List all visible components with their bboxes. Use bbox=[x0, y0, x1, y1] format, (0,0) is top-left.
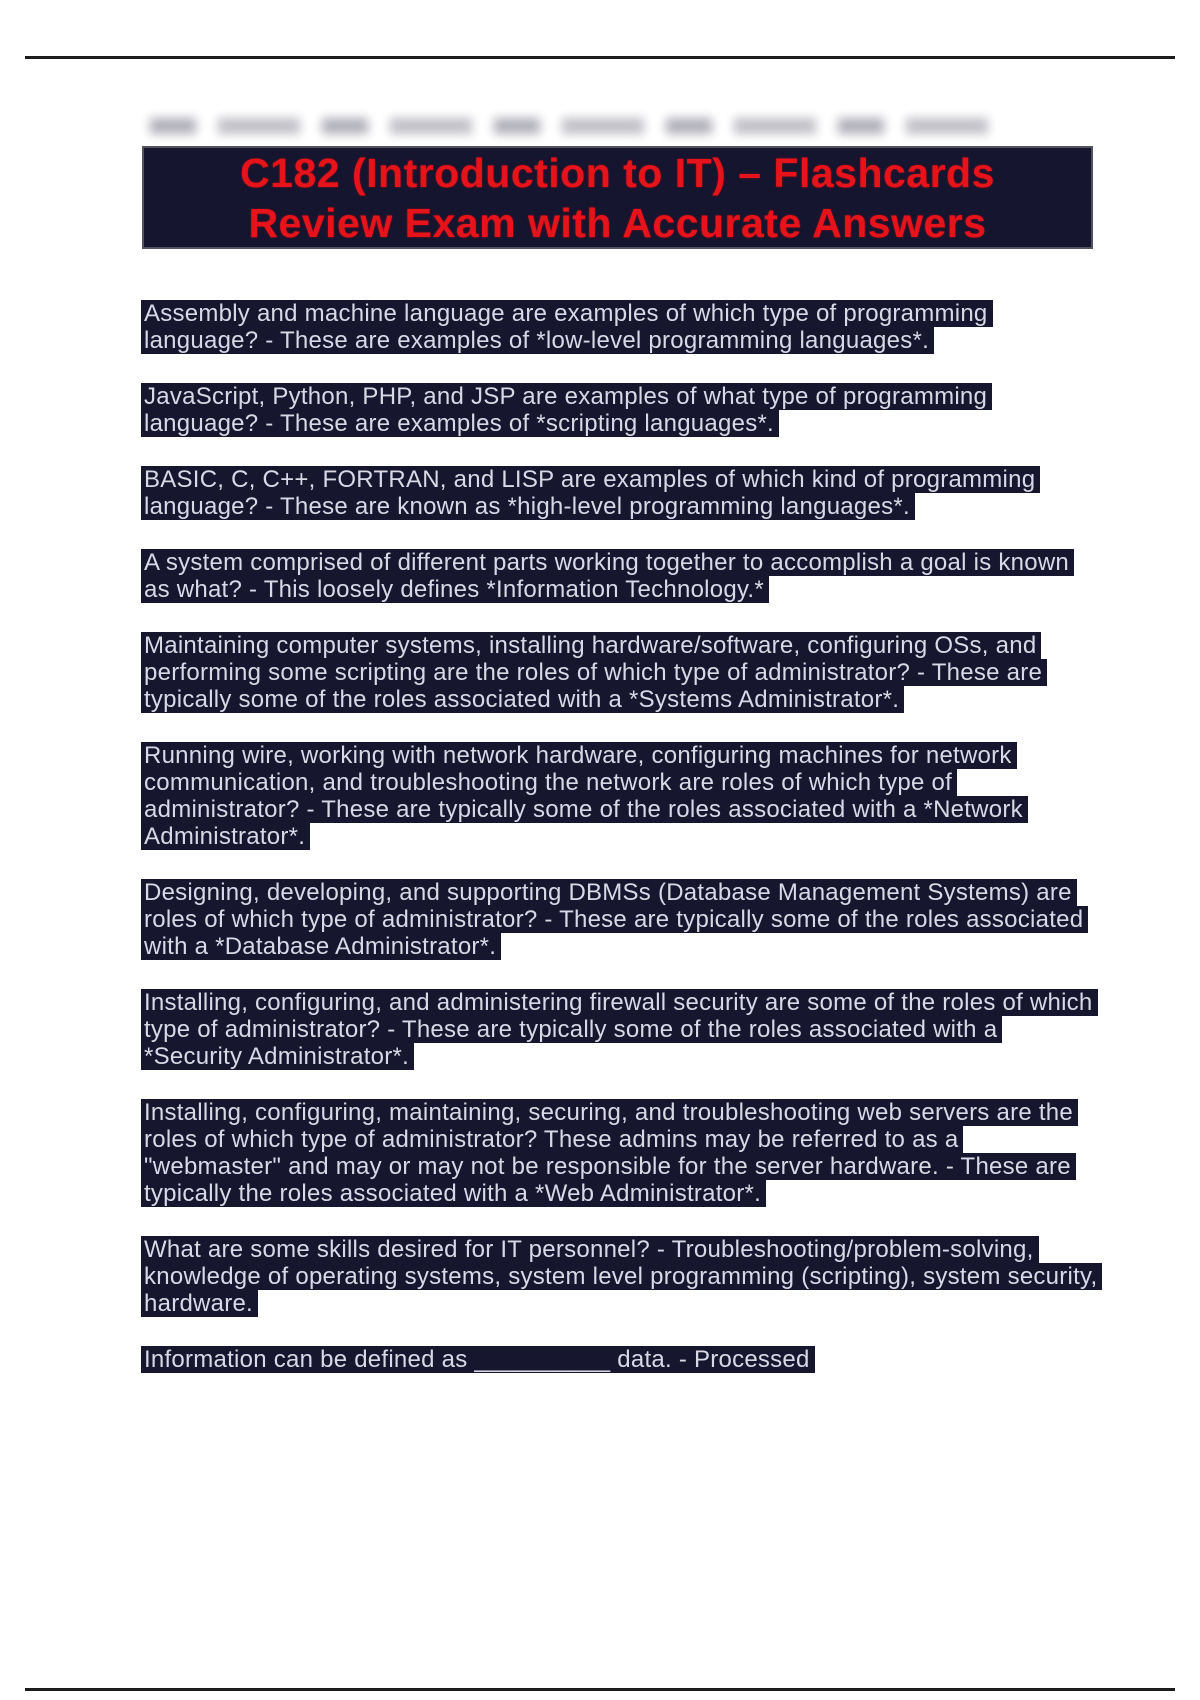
flashcard-line bbox=[141, 493, 1141, 520]
flashcard-line bbox=[141, 1043, 1141, 1070]
flashcard-paragraph bbox=[141, 879, 1141, 960]
flashcard-paragraph bbox=[141, 989, 1141, 1070]
flashcard-line bbox=[141, 300, 1141, 327]
flashcard-line-text: A system comprised of different parts working together to accomplish a goal is known bbox=[141, 549, 1074, 576]
flashcard-line-text: *Security Administrator*. bbox=[141, 1043, 414, 1070]
flashcard-line bbox=[141, 410, 1141, 437]
flashcard-line-text: performing some scripting are the roles of which type of administrator? - These are bbox=[141, 659, 1047, 686]
flashcard-line bbox=[141, 466, 1141, 493]
flashcard-line-text: Designing, developing, and supporting DBMSs (Database Management Systems) are bbox=[141, 879, 1077, 906]
flashcard-line-text: "webmaster" and may or may not be responsible for the server hardware. - These are bbox=[141, 1153, 1076, 1180]
flashcard-paragraph bbox=[141, 466, 1141, 520]
flashcard-line-text: language? - These are known as *high-level programming languages*. bbox=[141, 493, 915, 520]
flashcard-line bbox=[141, 1236, 1141, 1263]
page-title-line-2: Review Exam with Accurate Answers bbox=[248, 199, 987, 246]
flashcard-line bbox=[141, 796, 1141, 823]
flashcards-list bbox=[141, 300, 1141, 1402]
flashcard-line-text: administrator? - These are typically some of the roles associated with a *Network bbox=[141, 796, 1028, 823]
flashcard-line-text: language? - These are examples of *scripting languages*. bbox=[141, 410, 779, 437]
flashcard-line-text: Running wire, working with network hardware, configuring machines for network bbox=[141, 742, 1017, 769]
flashcard-line bbox=[141, 989, 1141, 1016]
flashcard-line bbox=[141, 1016, 1141, 1043]
flashcard-line-text: communication, and troubleshooting the network are roles of which type of bbox=[141, 769, 957, 796]
flashcard-paragraph bbox=[141, 632, 1141, 713]
flashcard-line-text: Installing, configuring, and administering firewall security are some of the roles of which bbox=[141, 989, 1098, 1016]
flashcard-line-text: Administrator*. bbox=[141, 823, 310, 850]
flashcard-paragraph bbox=[141, 1346, 1141, 1373]
flashcard-paragraph bbox=[141, 742, 1141, 850]
flashcard-line-text: Information can be defined as __________ data. - Processed bbox=[141, 1346, 815, 1373]
flashcard-line bbox=[141, 1290, 1141, 1317]
flashcard-line-text: roles of which type of administrator? - These are typically some of the roles associated bbox=[141, 906, 1088, 933]
flashcard-line-text: hardware. bbox=[141, 1290, 258, 1317]
bottom-rule bbox=[25, 1688, 1175, 1691]
flashcard-line-text: BASIC, C, C++, FORTRAN, and LISP are examples of which kind of programming bbox=[141, 466, 1040, 493]
flashcard-line bbox=[141, 576, 1141, 603]
flashcard-line-text: type of administrator? - These are typically some of the roles associated with a bbox=[141, 1016, 1002, 1043]
flashcard-line-text: What are some skills desired for IT personnel? - Troubleshooting/problem-solving, bbox=[141, 1236, 1039, 1263]
flashcard-paragraph bbox=[141, 549, 1141, 603]
flashcard-line-text: typically some of the roles associated with a *Systems Administrator*. bbox=[141, 686, 904, 713]
flashcard-line bbox=[141, 1153, 1141, 1180]
flashcard-line bbox=[141, 1099, 1141, 1126]
flashcard-paragraph bbox=[141, 1099, 1141, 1207]
flashcard-line bbox=[141, 742, 1141, 769]
flashcard-line bbox=[141, 632, 1141, 659]
flashcard-line bbox=[141, 327, 1141, 354]
flashcard-line bbox=[141, 1126, 1141, 1153]
title-banner bbox=[142, 146, 1093, 249]
flashcard-line bbox=[141, 1180, 1141, 1207]
flashcard-line bbox=[141, 823, 1141, 850]
top-rule bbox=[25, 56, 1175, 59]
flashcard-paragraph bbox=[141, 1236, 1141, 1317]
flashcard-line bbox=[141, 933, 1141, 960]
flashcard-line-text: knowledge of operating systems, system level programming (scripting), system security, bbox=[141, 1263, 1102, 1290]
flashcard-line bbox=[141, 879, 1141, 906]
flashcard-line bbox=[141, 659, 1141, 686]
flashcard-line bbox=[141, 906, 1141, 933]
flashcard-line-text: Assembly and machine language are examples of which type of programming bbox=[141, 300, 993, 327]
flashcard-line-text: as what? - This loosely defines *Information Technology.* bbox=[141, 576, 769, 603]
flashcard-line-text: with a *Database Administrator*. bbox=[141, 933, 501, 960]
flashcard-line-text: typically the roles associated with a *Web Administrator*. bbox=[141, 1180, 766, 1207]
flashcard-line bbox=[141, 383, 1141, 410]
page-title-line-1: C182 (Introduction to IT) – Flashcards bbox=[240, 149, 995, 196]
flashcard-paragraph bbox=[141, 300, 1141, 354]
flashcard-line-text: Installing, configuring, maintaining, securing, and troubleshooting web servers are the bbox=[141, 1099, 1078, 1126]
flashcard-line bbox=[141, 769, 1141, 796]
ghost-artifact bbox=[150, 118, 1010, 134]
flashcard-paragraph bbox=[141, 383, 1141, 437]
flashcard-line bbox=[141, 1346, 1141, 1373]
flashcard-line bbox=[141, 549, 1141, 576]
flashcard-line-text: language? - These are examples of *low-level programming languages*. bbox=[141, 327, 934, 354]
flashcard-line bbox=[141, 1263, 1141, 1290]
flashcard-line-text: Maintaining computer systems, installing hardware/software, configuring OSs, and bbox=[141, 632, 1041, 659]
flashcard-line-text: roles of which type of administrator? These admins may be referred to as a bbox=[141, 1126, 963, 1153]
flashcard-line-text: JavaScript, Python, PHP, and JSP are examples of what type of programming bbox=[141, 383, 992, 410]
flashcard-line bbox=[141, 686, 1141, 713]
